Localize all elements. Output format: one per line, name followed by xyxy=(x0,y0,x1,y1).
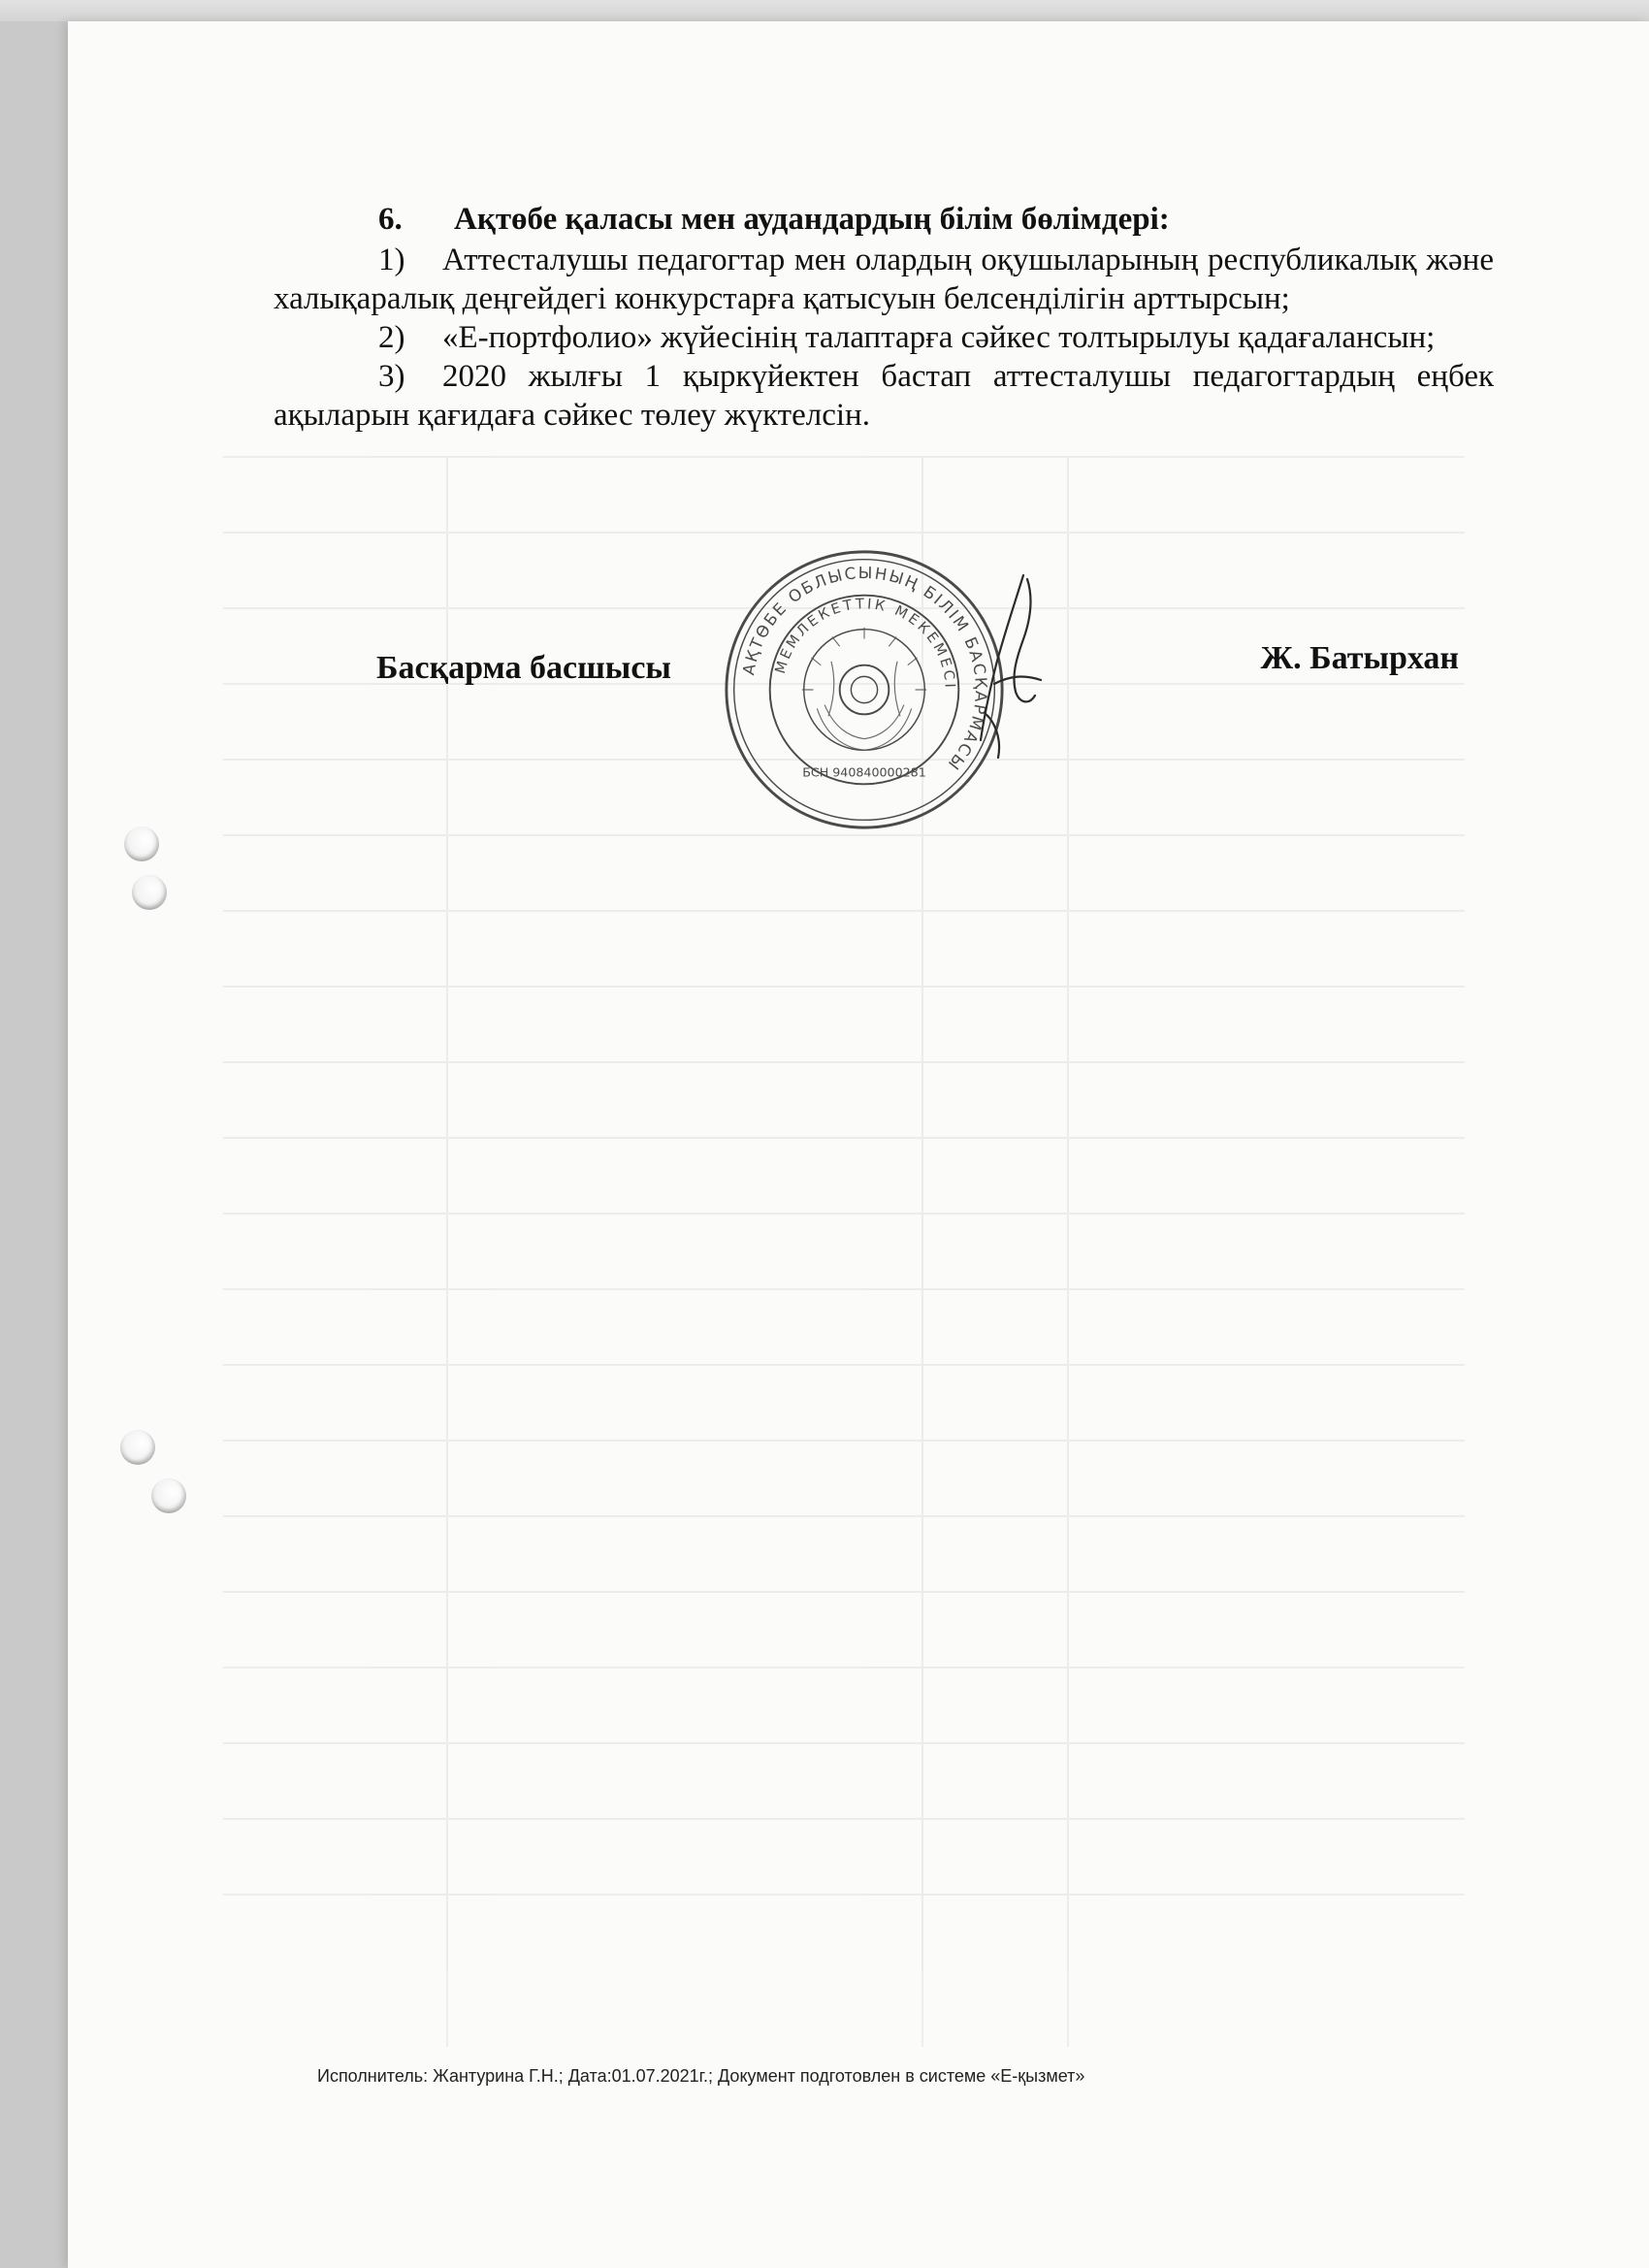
punch-hole-1 xyxy=(124,826,159,861)
signatory-position: Басқарма басшысы xyxy=(376,650,671,686)
list-item-2 xyxy=(274,318,1494,357)
seal-inner-text: МЕМЛЕКЕТТІК МЕКЕМЕСІ xyxy=(771,596,958,691)
section-number: 6. xyxy=(378,202,403,237)
list-item-number: 2) xyxy=(378,320,405,355)
seal-bin-text: БСН 940840000281 xyxy=(802,764,926,780)
list-item-1 xyxy=(274,241,1494,318)
list-item-text: Аттесталушы педагогтар мен олардың оқушыларының республикалық және халықаралық деңгейдегі конкурстарға қатысуын белсенділігін арттырсын; xyxy=(274,243,1494,316)
list-item-number: 1) xyxy=(378,243,405,277)
list-item-number: 3) xyxy=(378,359,405,394)
section-title: Ақтөбе қаласы мен аудандардың білім бөлімдері: xyxy=(454,202,1170,237)
executor-footer: Исполнитель: Жантурина Г.Н.; Дата:01.07.2021г.; Документ подготовлен в системе «Е-қызмет» xyxy=(317,2066,1085,2086)
scan-top-band xyxy=(0,0,1649,21)
document-body xyxy=(274,200,1494,435)
seal-outer-text: АҚТӨБЕ ОБЛЫСЫНЫҢ БІЛІМ БАСҚАРМАСЫ xyxy=(739,563,991,775)
list-item-text: «Е-портфолио» жүйесінің талаптарға сәйкес толтырылуы қадағалансын; xyxy=(442,320,1436,355)
punch-hole-3 xyxy=(120,1430,155,1465)
list-item-text: 2020 жылғы 1 қыркүйектен бастап аттесталушы педагогтардың еңбек ақыларын қағидаға сәйкес төлеу жүктелсін. xyxy=(274,359,1494,433)
signatory-name: Ж. Батырхан xyxy=(1260,640,1459,676)
punch-hole-4 xyxy=(151,1478,186,1513)
section-heading xyxy=(274,200,1494,239)
handwritten-signature xyxy=(955,567,1062,771)
list-item-3 xyxy=(274,357,1494,435)
punch-hole-2 xyxy=(132,875,167,910)
